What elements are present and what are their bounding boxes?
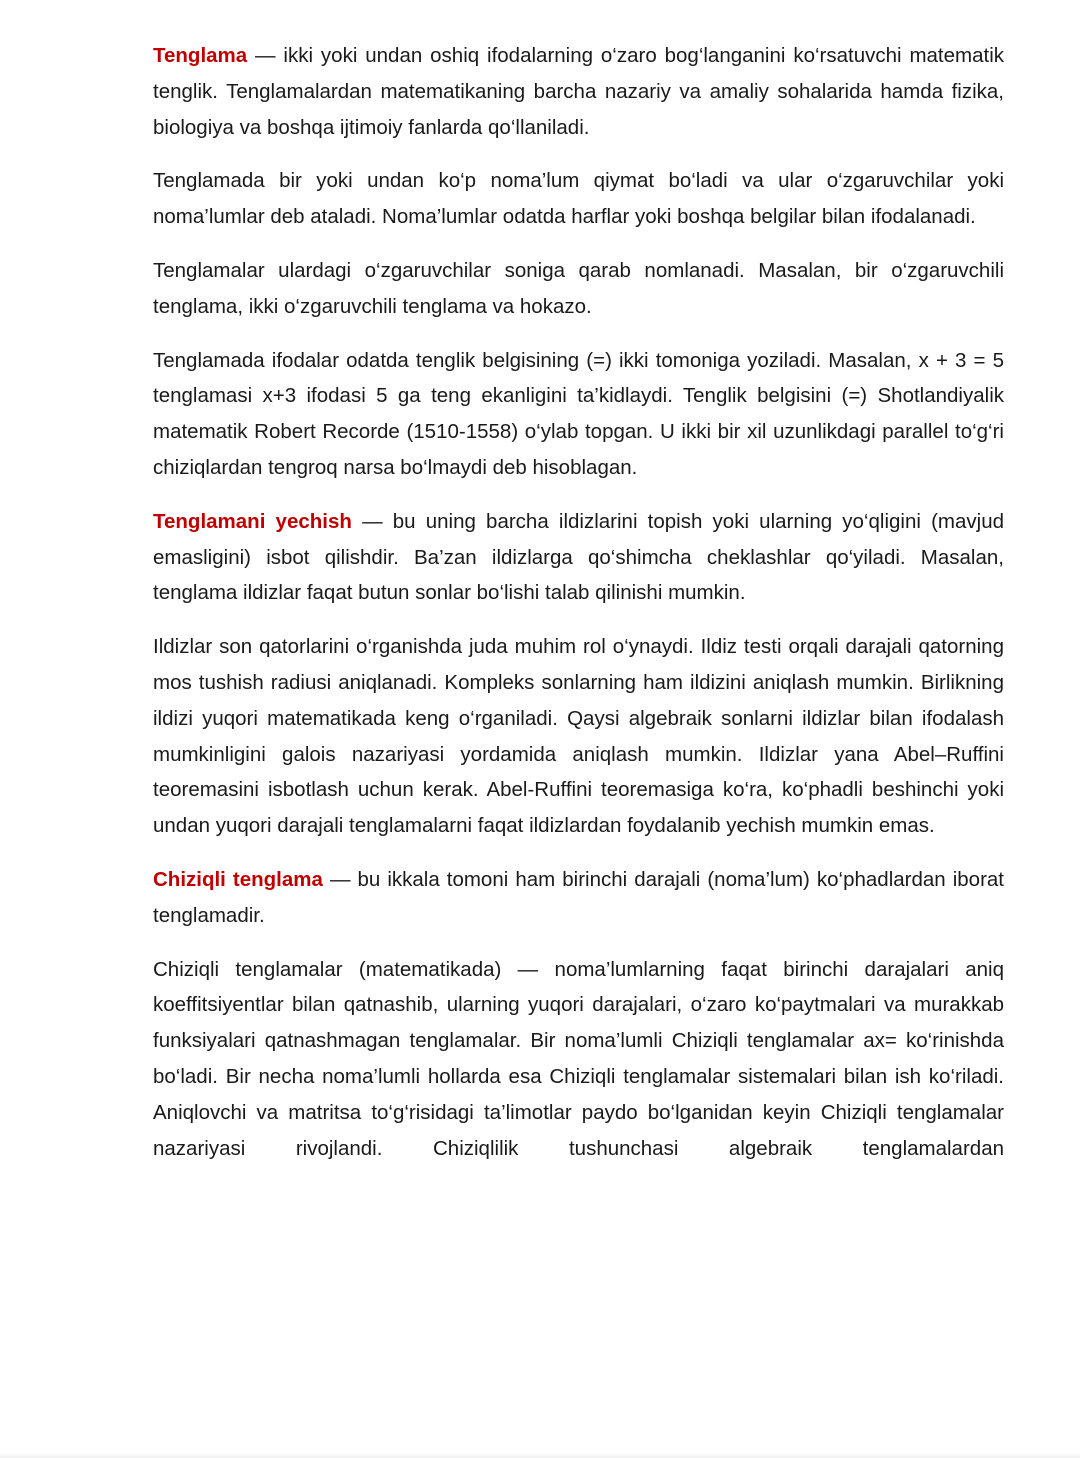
- term-tenglamani-yechish: Tenglamani yechish: [153, 509, 352, 533]
- paragraph-tenglama-definition: [153, 38, 1004, 145]
- paragraph-text: Tenglamada bir yoki undan ko‘p noma’lum qiymat bo‘ladi va ular o‘zgaruvchilar yoki noma’lumlar deb ataladi. Noma’lumlar odatda harflar yoki boshqa belgilar bilan ifodalanadi.: [153, 169, 1004, 229]
- paragraph-solving-definition: [153, 504, 1004, 611]
- paragraph-naming: [153, 253, 1004, 325]
- paragraph-text: Ildizlar son qatorlarini o‘rganishda juda muhim rol o‘ynaydi. Ildiz testi orqali darajali qatorning mos tushish radiusi aniqlanadi. Kompleks sonlarning ham ildizini aniqlash mumkin. Birlikning ildizi yuqori matematikada keng o‘rganiladi. Qaysi algebraik sonlarni ildizlar bilan ifodalash mumkinligini galois nazariyasi yordamida aniqlash mumkin. Ildizlar yana Abel–Ruffini teoremasini isbotlash uchun kerak. Abel-Ruffini teoremasiga ko‘ra, ko‘phadli beshinchi yoki undan yuqori darajali tenglamalarni faqat ildizlardan foydalanib yechish mumkin emas.: [153, 635, 1004, 838]
- paragraph-text: Tenglamada ifodalar odatda tenglik belgisining (=) ikki tomoniga yoziladi. Masalan, x + 3 = 5 tenglamasi x+3 ifodasi 5 ga teng ekanligini ta’kidlaydi. Tenglik belgisini (=) Shotlandiyalik matematik Robert Recorde (1510-1558) o‘ylab topgan. U ikki bir xil uzunlikdagi parallel to‘g‘ri chiziqlardan tengroq narsa bo‘lmaydi deb hisoblagan.: [153, 348, 1004, 479]
- paragraph-equality-sign: [153, 343, 1004, 486]
- page-bottom-edge: [0, 1452, 1080, 1458]
- term-tenglama: Tenglama: [153, 44, 248, 67]
- paragraph-text: — ikki yoki undan oshiq ifodalarning o‘zaro bog‘langanini ko‘rsatuvchi matematik tenglik. Tenglamalardan matematikaning barcha nazariy va amaliy sohalarida hamda fizika, biologiya va boshqa ijtimoiy fanlarda qo‘llaniladi.: [153, 44, 1004, 139]
- paragraph-text: — bu uning barcha ildizlarini topish yoki ularning yo‘qligini (mavjud emasligini) isbot qilishdir. Ba’zan ildizlarga qo‘shimcha cheklashlar qo‘yiladi. Masalan, tenglama ildizlar faqat butun sonlar bo‘lishi talab qilinishi mumkin.: [153, 509, 1004, 605]
- paragraph-linear-definition: [153, 862, 1004, 934]
- paragraph-roots: [153, 629, 1004, 844]
- document-page: [153, 38, 1004, 1166]
- term-chiziqli-tenglama: Chiziqli tenglama: [153, 867, 323, 891]
- paragraph-text: Tenglamalar ulardagi o‘zgaruvchilar soniga qarab nomlanadi. Masalan, bir o‘zgaruvchili tenglama, ikki o‘zgaruvchili tenglama va hokazo.: [153, 258, 1004, 318]
- paragraph-text: Chiziqli tenglamalar (matematikada) — noma’lumlarning faqat birinchi darajalari aniq koeffitsiyentlar bilan qatnashib, ularning yuqori darajalari, o‘zaro ko‘paytmalari va murakkab funksiyalari qatnashmagan tenglamalar. Bir noma’lumli Chiziqli tenglamalar ax= ko‘rinishda bo‘ladi. Bir necha noma’lumli hollarda esa Chiziqli tenglamalar sistemalari bilan ish ko‘riladi. Aniqlovchi va matritsa to‘g‘risidagi ta’limotlar paydo bo‘lganidan keyin Chiziqli tenglamalar nazariyasi rivojlandi. Chiziqlilik tushunchasi algebraik tenglamalardan: [153, 957, 1004, 1160]
- paragraph-text: — bu ikkala tomoni ham birinchi darajali (noma’lum) ko‘phadlardan iborat tenglamadir.: [153, 867, 1004, 927]
- paragraph-linear-equations: [153, 952, 1004, 1167]
- paragraph-unknowns: [153, 163, 1004, 235]
